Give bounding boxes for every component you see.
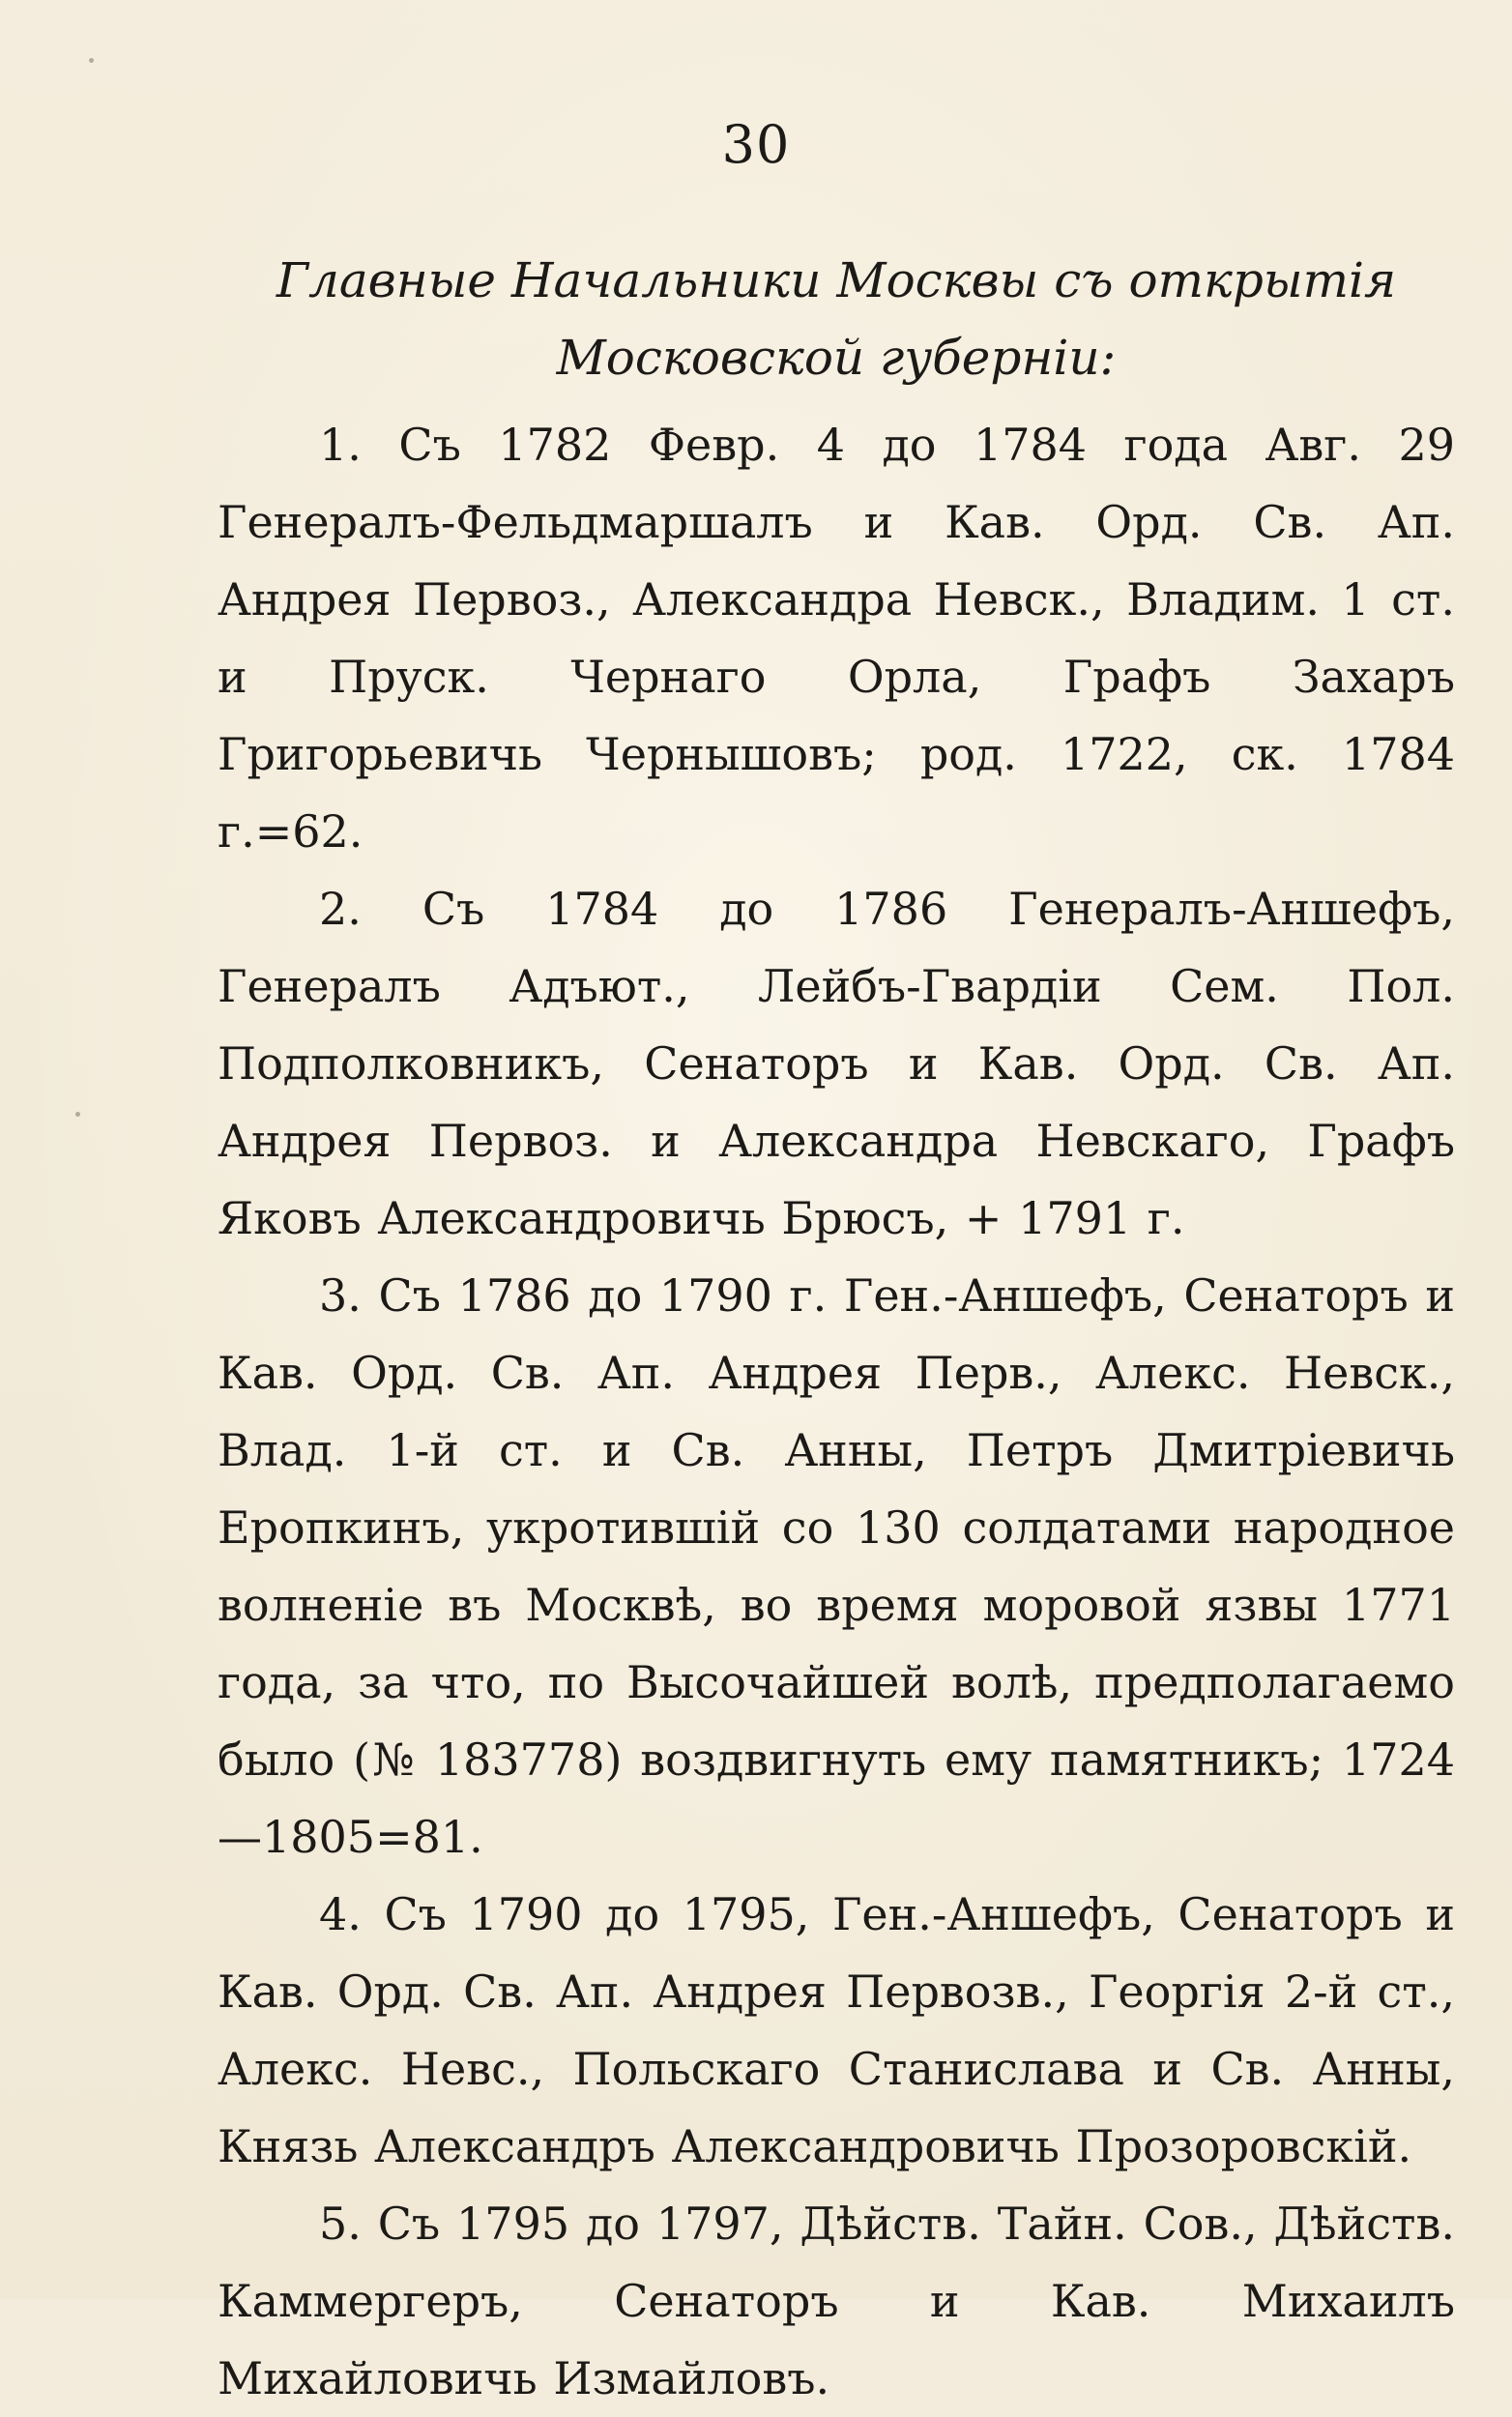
entry-1: 1. Съ 1782 Февр. 4 до 1784 года Авг. 29 Генералъ-Фельдмаршалъ и Кав. Орд. Св. Ап. Андрея Первоз., Александра Невск., Владим. 1 ст. и Пруск. Чернаго Орла, Графъ Захаръ Григорьевичь Чернышовъ; род. 1722, ск. 1784 г.=62. bbox=[218, 419, 1455, 858]
entry-3: 3. Съ 1786 до 1790 г. Ген.-Аншефъ, Сенаторъ и Кав. Орд. Св. Ап. Андрея Перв., Алекс. Невск., Влад. 1-й ст. и Св. Анны, Петръ Дмитріевичь Еропкинъ, укротившій со 130 солдатами народное волненіе въ Москвѣ, во время моровой язвы 1771 года, за что, по Высочайшей волѣ, предполагаемо было (№ 183778) воздвигнуть ему памятникъ; 1724—1805=81. bbox=[218, 1269, 1455, 1863]
paper-speck bbox=[75, 1112, 80, 1117]
entry-4: 4. Съ 1790 до 1795, Ген.-Аншефъ, Сенаторъ и Кав. Орд. Св. Ап. Андрея Первозв., Георгія 2-й ст., Алекс. Невс., Польскаго Станислава и Св. Анны, Князь Александръ Александровичь Прозоровскій. bbox=[218, 1888, 1455, 2172]
entry-list bbox=[218, 406, 1455, 2417]
entry-5: 5. Съ 1795 до 1797, Дѣйств. Тайн. Сов., Дѣйств. Каммергеръ, Сенаторъ и Кав. Михаилъ Михайловичь Измайловъ. bbox=[218, 2198, 1455, 2404]
entry-2: 2. Съ 1784 до 1786 Генералъ-Аншефъ, Генералъ Адъют., Лейбъ-Гвардіи Сем. Пол. Подполковникъ, Сенаторъ и Кав. Орд. Св. Ап. Андрея Первоз. и Александра Невскаго, Графъ Яковъ Александровичь Брюсъ, + 1791 г. bbox=[218, 883, 1455, 1244]
paper-speck bbox=[89, 58, 94, 63]
page-number: 30 bbox=[721, 114, 791, 175]
section-heading: Главные Начальники Москвы съ открытія Московской губерніи: bbox=[276, 252, 1397, 386]
